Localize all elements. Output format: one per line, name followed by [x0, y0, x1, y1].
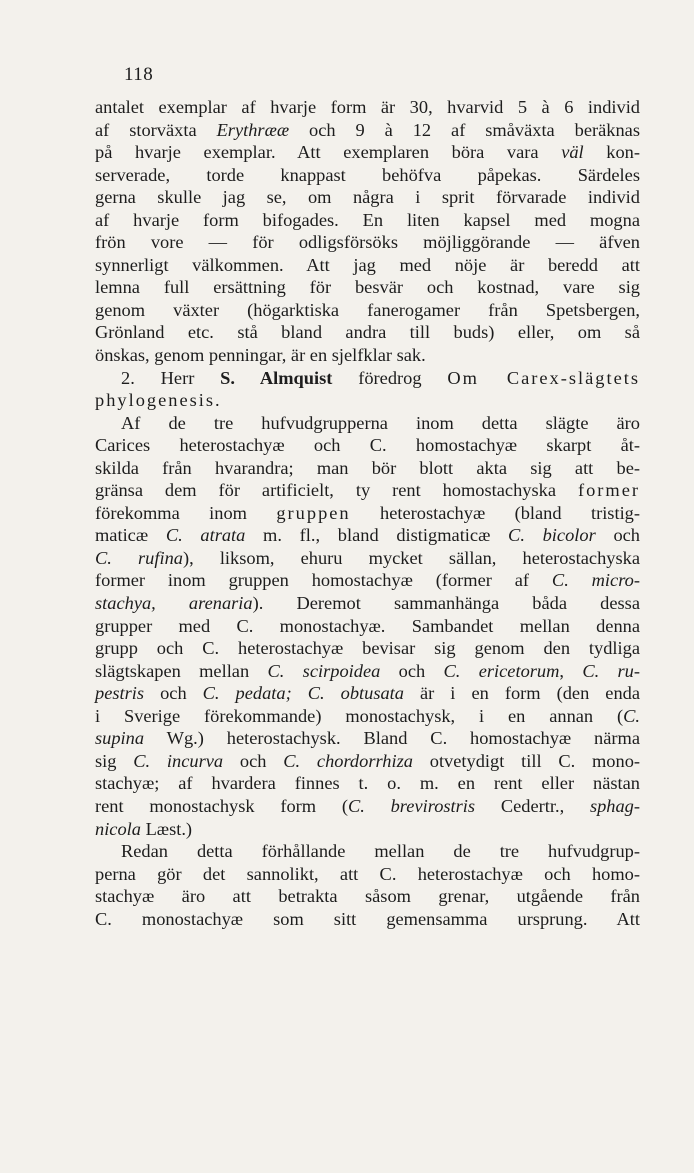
spaced-text: Om Carex-slägtets — [447, 367, 641, 388]
text-segment: stachyæ äro att betrakta såsom grenar, utgående från — [95, 886, 640, 907]
text-segment: Cedertr., — [475, 795, 590, 816]
text-segment: synnerligt välkommen. Att jag med nöje är beredd att — [95, 254, 640, 275]
text-segment: perna gör det sannolikt, att C. heterostachyæ och homo- — [95, 863, 640, 884]
text-segment: och — [144, 683, 203, 704]
text-line — [95, 367, 640, 390]
text-line — [95, 885, 640, 908]
text-line — [95, 389, 640, 412]
text-segment: slägtskapen mellan — [95, 660, 268, 681]
text-line — [95, 524, 640, 547]
spaced-text: gruppen — [276, 502, 351, 523]
text-line — [95, 119, 640, 142]
text-segment: 2. Herr — [121, 367, 221, 388]
text-segment: Grönland etc. stå bland andra till buds) eller, om så — [95, 322, 640, 343]
text-segment: rent monostachysk form ( — [95, 795, 348, 816]
italic-text: C. pedata; C. obtusata — [202, 683, 404, 704]
italic-text: sphag- — [589, 795, 640, 816]
text-segment: är i en form (den enda — [403, 683, 640, 704]
text-segment: m. fl., bland distigmaticæ — [245, 525, 509, 546]
italic-text: C. ru- — [582, 660, 641, 681]
spaced-text: former — [577, 480, 640, 501]
text-line — [95, 547, 640, 570]
text-line — [95, 840, 640, 863]
text-segment: af hvarje form bifogades. En liten kapsel med mogna — [95, 209, 640, 230]
text-segment: grupper med C. monostachyæ. Sambandet mellan denna — [95, 615, 640, 636]
text-segment: serverade, torde knappast behöfva påpekas. Särdeles — [95, 164, 640, 185]
text-segment: skilda från hvarandra; man bör blott akta sig att be- — [95, 457, 640, 478]
text-segment: i Sverige förekommande) monostachysk, i en annan ( — [95, 705, 624, 726]
text-line — [95, 231, 640, 254]
text-segment: stachyæ; af hvardera finnes t. o. m. en rent eller nästan — [95, 773, 640, 794]
text-segment: förekomma inom — [95, 502, 277, 523]
italic-text: C. — [623, 705, 640, 726]
text-segment: Læst.) — [140, 818, 193, 839]
text-segment: och — [595, 525, 641, 546]
text-line — [95, 705, 640, 728]
text-segment: och 9 à 12 af småväxta beräknas — [289, 119, 640, 140]
text-segment: grupp och C. heterostachyæ bevisar sig genom den tydliga — [95, 638, 640, 659]
text-segment: maticæ — [95, 525, 166, 546]
text-line — [95, 727, 640, 750]
text-segment: och — [223, 750, 284, 771]
text-line — [95, 457, 640, 480]
text-line — [95, 254, 640, 277]
italic-text: nicola — [95, 818, 141, 839]
text-line — [95, 479, 640, 502]
text-segment: önskas, genom penningar, är en sjelfklar sak. — [95, 345, 426, 366]
text-line — [95, 164, 640, 187]
text-line — [95, 344, 640, 367]
text-line — [95, 96, 640, 119]
text-segment: gränsa dem för artificielt, ty rent homostachyska — [95, 480, 578, 501]
text-segment: Af de tre hufvudgrupperna inom detta slägte äro — [121, 412, 640, 433]
italic-text: C. atrata — [165, 525, 246, 546]
text-segment: kon- — [583, 142, 640, 163]
text-segment: heterostachyæ (bland tristig- — [350, 502, 640, 523]
text-line — [95, 660, 640, 683]
text-line — [95, 863, 640, 886]
body-text — [95, 96, 640, 930]
text-segment: frön vore — för odligsförsöks möjliggörande — äfven — [95, 232, 640, 253]
text-segment: , — [559, 660, 583, 681]
text-line — [95, 637, 640, 660]
text-segment: C. monostachyæ som sitt gemensamma ursprung. Att — [95, 908, 640, 929]
text-line — [95, 209, 640, 232]
text-segment: lemna full ersättning för besvär och kostnad, vare sig — [95, 277, 640, 298]
italic-text: C. brevirostris — [347, 795, 476, 816]
text-line — [95, 795, 640, 818]
text-segment: sig — [95, 750, 134, 771]
italic-text: C. scirpoidea — [267, 660, 381, 681]
text-line — [95, 615, 640, 638]
italic-text: Erythrææ — [216, 119, 290, 140]
italic-text: C. ericetorum — [443, 660, 560, 681]
italic-text: stachya, arenaria — [95, 593, 253, 614]
text-line — [95, 908, 640, 931]
text-segment: genom växter (högarktiska fanerogamer från Spetsbergen, — [95, 299, 640, 320]
text-line — [95, 434, 640, 457]
spaced-text: phylogenesis. — [95, 390, 222, 411]
text-segment: Wg.) heterostachysk. Bland C. homostachyæ närma — [144, 728, 640, 749]
italic-text: väl — [561, 142, 584, 163]
text-segment: Redan detta förhållande mellan de tre hufvudgrup- — [121, 841, 640, 862]
text-segment: på hvarje exemplar. Att exemplaren böra vara — [95, 142, 562, 163]
text-segment: gerna skulle jag se, om några i sprit förvarade individ — [95, 187, 640, 208]
text-line — [95, 186, 640, 209]
text-line — [95, 299, 640, 322]
text-line — [95, 321, 640, 344]
text-segment: ), liksom, ehuru mycket sällan, heterostachyska — [182, 547, 640, 568]
text-segment: af storväxta — [95, 119, 217, 140]
text-line — [95, 682, 640, 705]
text-line — [95, 141, 640, 164]
italic-text: C. micro- — [551, 570, 641, 591]
text-line — [95, 276, 640, 299]
text-segment: Carices heterostachyæ och C. homostachyæ skarpt åt- — [95, 435, 640, 456]
text-segment: otvetydigt till C. mono- — [412, 750, 641, 771]
text-segment: former inom gruppen homostachyæ (former af — [95, 570, 552, 591]
italic-text: C. incurva — [133, 750, 224, 771]
page-number: 118 — [124, 64, 154, 85]
text-segment: föredrog — [332, 367, 448, 388]
italic-text: C. chordorrhiza — [283, 750, 413, 771]
italic-text: C. rufina — [95, 547, 183, 568]
speaker-name: S. Almquist — [220, 367, 333, 388]
text-line — [95, 502, 640, 525]
italic-text: pestris — [95, 683, 145, 704]
text-line — [95, 750, 640, 773]
text-segment: ). Deremot sammanhänga båda dessa — [252, 593, 640, 614]
text-line — [95, 818, 640, 841]
italic-text: C. bicolor — [508, 525, 596, 546]
text-line — [95, 592, 640, 615]
text-line — [95, 772, 640, 795]
italic-text: supina — [95, 728, 145, 749]
text-segment: och — [380, 660, 444, 681]
text-line — [95, 569, 640, 592]
text-segment: antalet exemplar af hvarje form är 30, hvarvid 5 à 6 individ — [95, 97, 640, 117]
text-line — [95, 412, 640, 435]
